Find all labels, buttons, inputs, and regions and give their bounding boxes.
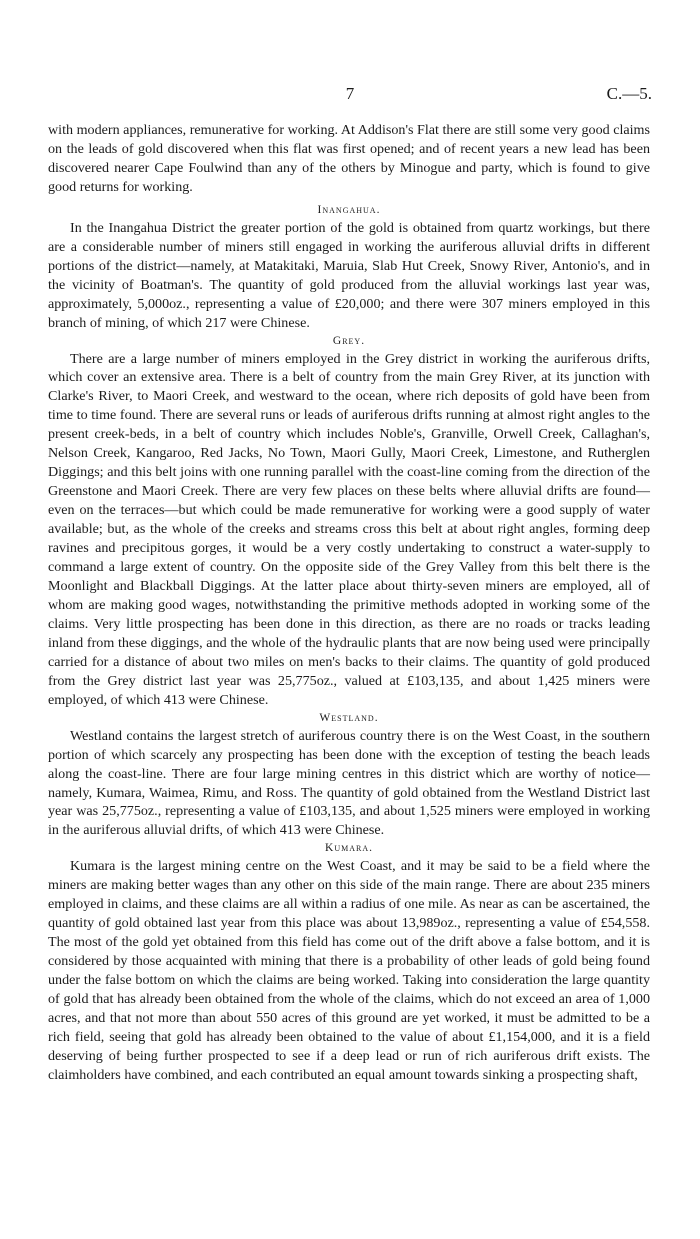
paragraph-westland: Westland contains the largest stretch of auriferous country there is on the West Coast, in the southern portion of which scarcely any prospecting has been done with the exception of testing the beach leads along the coast-line. There are four large mining centres in this district which are worthy of notice—namely, Kumara, Waimea, Rimu, and Ross. The quantity of gold obtained from the Westland District last year was 25,775oz., representing a value of £103,135, and about 1,525 miners were employed in working in the auriferous alluvial drifts, of which 413 were Chinese.: [48, 727, 650, 839]
body-text: [48, 121, 650, 1085]
document-code: C.—5.: [606, 84, 652, 103]
section-heading-westland: Westland.: [319, 711, 379, 724]
paragraph-continuation: with modern appliances, remunerative for working. At Addison's Flat there are still some very good claims on the leads of gold discovered when this flat was first opened; and of recent years a new lead has been discovered nearer Cape Foulwind than any of the others by Minogue and party, which is found to give good returns for working.: [48, 122, 650, 195]
paragraph-inangahua: In the Inangahua District the greater portion of the gold is obtained from quartz workings, but there are a considerable number of miners still engaged in working the auriferous alluvial drifts in different portions of the district—namely, at Matakitaki, Maruia, Slab Hut Creek, Snowy River, Antonio's, and in the vicinity of Boatman's. The quantity of gold produced from the alluvial workings last year was, approximately, 5,000oz., representing a value of £20,000; and there were 307 miners employed in this branch of mining, of which 217 were Chinese.: [48, 219, 650, 331]
paragraph-grey: There are a large number of miners employed in the Grey district in working the auriferous drifts, which cover an extensive area. There is a belt of country from the main Grey River, at its junction with Clarke's River, to Maori Creek, and westward to the ocean, where rich deposits of gold have been from time to time found. There are several runs or leads of auriferous drifts running at almost right angles to the present creek-beds, in a belt of country which includes Noble's, Granville, Orwell Creek, Callaghan's, Nelson Creek, Kangaroo, Red Jacks, No Town, Maori Gully, Maori Creek, Limestone, and Rutherglen Diggings; and this belt joins with one running parallel with the coast-line coming from the direction of the Greenstone and Maori Creek. There are very few places on these belts where alluvial drifts are found—even on the terraces—but which could be made remunerative for working were a good supply of water available; but, as the whole of the creeks and streams cross this belt at about right angles, forming deep ravines and precipitous gorges, it would be a very costly undertaking to construct a water-supply to command a large extent of country. On the opposite side of the Grey Valley from this belt there is the Moonlight and Blackball Diggings. At the latter place about thirty-seven miners are employed, all of whom are making good wages, notwithstanding the primitive methods adopted in working some of the claims. Very little prospecting has been done in this direction, as there are no roads or tracks leading inland from these diggings, and the whole of the hydraulic plants that are now being used were principally carried for a distance of about two miles on men's backs to their claims. The quantity of gold produced from the Grey district last year was 25,775oz., valued at £103,135, and about 1,425 miners were employed, of which 413 were Chinese.: [48, 350, 650, 708]
section-heading-kumara: Kumara.: [325, 842, 373, 855]
section-heading-inangahua: Inangahua.: [317, 203, 381, 216]
section-heading-grey: Grey.: [332, 334, 366, 347]
paragraph-kumara: Kumara is the largest mining centre on the West Coast, and it may be said to be a field where the miners are making better wages than any other on this side of the main range. There are about 235 miners employed in claims, and these claims are all within a radius of one mile. As near as can be ascertained, the quantity of gold obtained last year from this place was about 13,989oz., representing a value of £54,558. The most of the gold yet obtained from this field has come out of the drift above a false bottom, and it is considered by those acquainted with mining that there is a probability of other leads of gold being found under the false bottom on which the claims are being worked. Taking into consideration the large quantity of gold that has already been obtained from the whole of the claims, which do not exceed an area of 1,000 acres, and that not more than about 550 acres of this ground are yet worked, it must be admitted to be a rich field, seeing that gold has already been obtained to the value of about £1,154,000, and it is a field deserving of being further prospected to see if a deep lead or run of rich auriferous drift exists. The claimholders have combined, and each contributed an equal amount towards sinking a prospecting shaft,: [48, 858, 650, 1083]
page-number: 7: [345, 84, 355, 103]
